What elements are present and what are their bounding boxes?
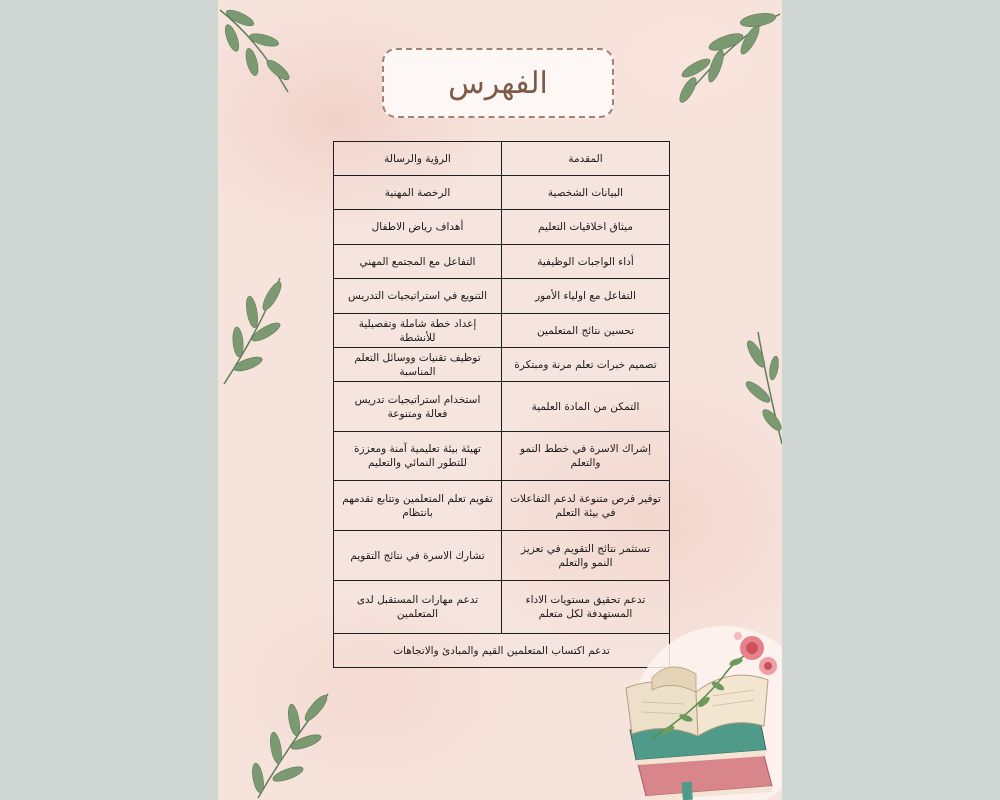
leaf-branch-icon xyxy=(218,0,298,100)
table-row xyxy=(334,279,670,314)
leaf-branch-icon xyxy=(738,328,782,448)
table-cell: إشراك الاسرة في خطط النمو والتعلم xyxy=(502,432,670,481)
table-cell: تصميم خبرات تعلم مرنة ومبتكرة xyxy=(502,348,670,382)
table-row xyxy=(334,176,670,210)
table-cell: البيانات الشخصية xyxy=(502,176,670,210)
page-title: الفهرس xyxy=(448,65,548,101)
table-cell-full: تدعم اكتساب المتعلمين القيم والمبادئ والاتجاهات xyxy=(334,634,670,668)
table-cell: توفير فرص متنوعة لدعم التفاعلات في بيئة التعلم xyxy=(502,481,670,531)
table-row xyxy=(334,142,670,176)
table-row xyxy=(334,382,670,432)
leaf-branch-icon xyxy=(228,686,338,800)
table-cell: تدعم مهارات المستقبل لدى المتعلمين xyxy=(334,581,502,634)
table-row xyxy=(334,348,670,382)
table-cell: الرؤية والرسالة xyxy=(334,142,502,176)
table-cell: التفاعل مع اولياء الأمور xyxy=(502,279,670,314)
books-flowers-illustration xyxy=(612,618,782,800)
table-row xyxy=(334,314,670,348)
title-frame xyxy=(382,48,614,118)
table-cell: استخدام استراتيجيات تدريس فعالة ومتنوعة xyxy=(334,382,502,432)
table-cell: تستثمر نتائج التقويم في تعزيز النمو والتعلم xyxy=(502,531,670,581)
document-page xyxy=(218,0,782,800)
table-row xyxy=(334,481,670,531)
table-cell: تشارك الاسرة في نتائج التقويم xyxy=(334,531,502,581)
table-cell: التمكن من المادة العلمية xyxy=(502,382,670,432)
table-row xyxy=(334,245,670,279)
table-cell: المقدمة xyxy=(502,142,670,176)
table-cell: التنويع في استراتيجيات التدريس xyxy=(334,279,502,314)
index-table xyxy=(333,141,670,668)
table-row xyxy=(334,531,670,581)
leaf-branch-icon xyxy=(666,6,782,106)
table-cell: التفاعل مع المجتمع المهني xyxy=(334,245,502,279)
table-cell: أداء الواجبات الوظيفية xyxy=(502,245,670,279)
table-cell: أهداف رياض الاطفال xyxy=(334,210,502,245)
table-cell: تهيئة بيئة تعليمية آمنة ومعززة للتطور النمائي والتعليم xyxy=(334,432,502,481)
leaf-branch-icon xyxy=(218,272,294,392)
table-row xyxy=(334,432,670,481)
table-cell: إعداد خطة شاملة وتفصيلية للأنشطة xyxy=(334,314,502,348)
table-cell: تحسين نتائج المتعلمين xyxy=(502,314,670,348)
table-row xyxy=(334,210,670,245)
table-cell: الرخصة المهنية xyxy=(334,176,502,210)
table-cell: تقويم تعلم المتعلمين وتتابع تقدمهم بانتظام xyxy=(334,481,502,531)
table-cell: تدعم تحقيق مستويات الاداء المستهدفة لكل متعلم xyxy=(502,581,670,634)
table-cell: ميثاق اخلاقيات التعليم xyxy=(502,210,670,245)
table-cell: توظيف تقنيات ووسائل التعلم المناسبة xyxy=(334,348,502,382)
